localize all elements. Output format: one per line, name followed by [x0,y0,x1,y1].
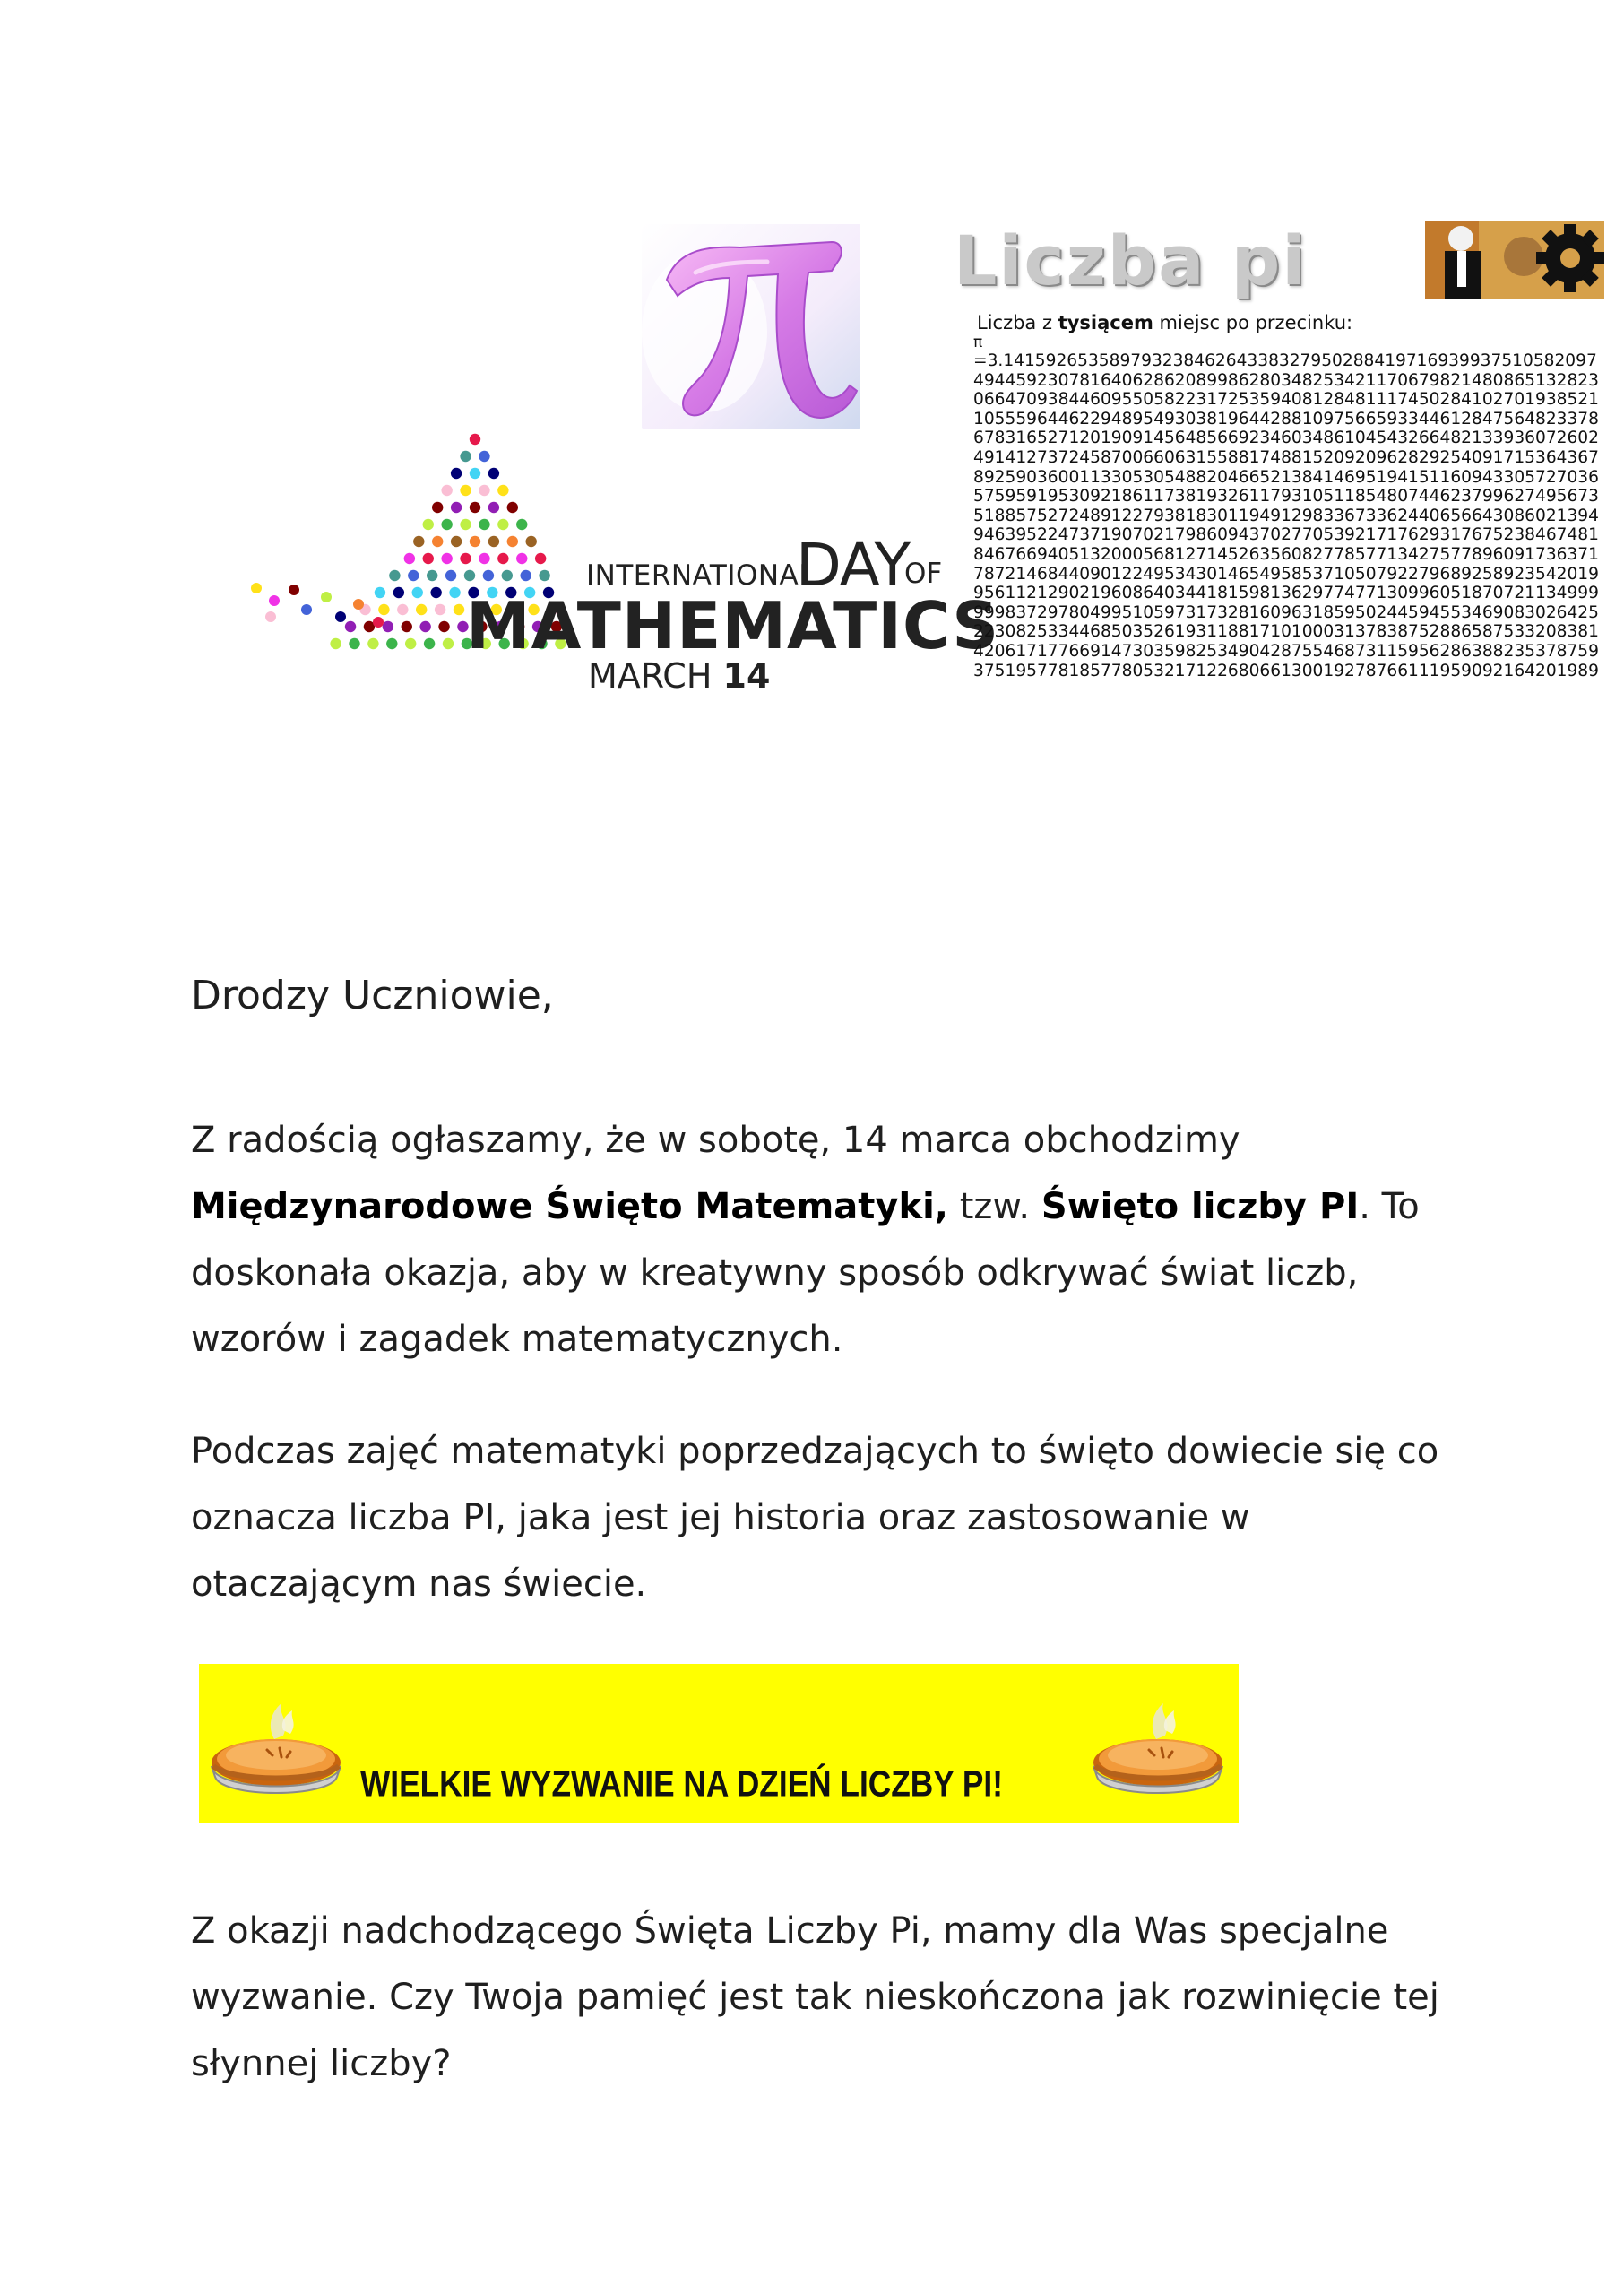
logo-dot [507,502,518,513]
logo-march: MARCH [588,656,713,696]
p1-text-c: tzw. [947,1186,1041,1227]
p1-bold-holiday: Międzynarodowe Święto Matematyki, [191,1186,948,1227]
logo-dot [470,502,480,513]
p1-text-e: . To doskonała okazja, aby w kreatywny sposób odkrywać świat liczb, wzorów i zagadek matematycznych. [191,1186,1420,1360]
logo-of: OF [904,558,943,590]
logo-dot [301,604,312,615]
logo-dot [383,621,393,632]
logo-day-number: 14 [722,656,771,696]
logo-dot [460,519,471,530]
paragraph-announcement [191,1107,1446,1373]
logo-dot [470,434,480,445]
logo-dot [454,604,464,615]
gear-teacher-icon [1425,221,1604,299]
idm-logo [244,430,1000,696]
pi-desc-prefix: Liczba z [977,312,1058,333]
logo-dot [432,502,443,513]
pi-desc-bold: tysiącem [1058,312,1153,333]
logo-dot [488,536,499,547]
greeting: Drodzy Uczniowie, [191,973,554,1018]
logo-dot [269,595,280,606]
logo-dot [445,570,456,581]
logo-dot [265,611,276,622]
logo-dot [483,570,494,581]
paragraph-lessons: Podczas zajęć matematyki poprzedzających to święto dowiecie się co oznacza liczba PI, jaka jest jej historia oraz zastosowanie w otaczającym nas świecie. [191,1431,1439,1605]
logo-date [588,656,770,696]
logo-dot [335,611,346,622]
logo-dot [460,553,471,564]
logo-dot [389,570,400,581]
logo-dot [479,451,489,462]
logo-dot [488,468,499,479]
logo-dot [507,536,518,547]
logo-dot [502,570,513,581]
logo-dot [449,587,460,598]
logo-dot [397,604,408,615]
logo-dot [373,617,384,628]
pi-digits-block [973,333,1604,680]
logo-dot [378,604,389,615]
logo-dot [516,553,527,564]
logo-dot [470,536,480,547]
logo-dot [408,570,419,581]
logo-dot [438,621,449,632]
paragraph-challenge: Z okazji nadchodzącego Święta Liczby Pi, mamy dla Was specjalne wyzwanie. Czy Twoja pamięć jest tak nieskończona jak rozwinięcie tej słynnej liczby? [191,1910,1439,2084]
logo-dot [419,621,430,632]
logo-dot [251,583,262,593]
logo-dot [521,570,531,581]
logo-dot [497,519,508,530]
logo-dot [424,638,435,649]
pi-desc-suffix: miejsc po przecinku: [1153,312,1353,333]
logo-dot [516,519,527,530]
logo-dot [488,502,499,513]
logo-dot [479,553,489,564]
logo-dot [413,536,424,547]
logo-dot [423,553,434,564]
logo-dot [435,604,445,615]
logo-international: INTERNATIONAL [586,559,816,592]
pie-icon [204,1676,348,1811]
logo-dot [539,570,549,581]
logo-dot [427,570,437,581]
logo-dot [464,570,475,581]
logo-dot [405,638,416,649]
challenge-banner [199,1664,1239,1823]
logo-dot [416,604,427,615]
logo-dot [353,599,364,610]
logo-dot [451,536,462,547]
logo-dot [386,638,397,649]
logo-dot [451,468,462,479]
logo-dot [402,621,412,632]
pi-symbol-image [642,224,860,429]
logo-dot [451,502,462,513]
logo-dot [460,451,471,462]
logo-dot [460,485,471,496]
logo-dot [441,485,452,496]
logo-dot [497,485,508,496]
logo-dot [404,553,415,564]
logo-dot [443,638,454,649]
p1-text-a: Z radością ogłaszamy, że w sobotę, 14 marca obchodzimy [191,1120,1240,1161]
pi-symbol: π [973,333,983,351]
logo-dot [430,587,441,598]
logo-dot [367,638,378,649]
logo-dot [393,587,404,598]
logo-dot [479,485,489,496]
logo-dot [412,587,423,598]
logo-dot [432,536,443,547]
logo-dot [289,585,299,595]
p1-bold-pi-day: Święto liczby PI [1041,1186,1360,1227]
logo-mathematics: MATHEMATICS [466,588,1000,663]
logo-dot [330,638,341,649]
liczba-pi-panel [952,219,1604,815]
liczba-pi-title: Liczba pi [954,221,1308,300]
logo-dot [535,553,546,564]
logo-dot [470,468,480,479]
pie-icon [1086,1676,1230,1811]
logo-dot [441,553,452,564]
banner-title: WIELKIE WYZWANIE NA DZIEŃ LICZBY PI! [360,1762,1003,1805]
logo-day: DAY [796,531,911,600]
logo-dot [423,519,434,530]
pi-description [977,312,1352,333]
logo-dot [321,592,332,602]
logo-dot [375,587,385,598]
pi-digits-text: =3.1415926535897932384626433832795028841971693993751058209749445923078164062862089986280348253421170679821480865132823066470938446095505822317253594081284811174502841027019385211055596446229489549303819644288109756659334461284756482337867831652712019091456485669234603486104543266482133936072602491412737245870066063155881748815209209628292540917153643678925903600113305305488204665213841469519415116094330572703657595919530921861173819326117931051185480744623799627495673518857527248912279381830119491298336733624406566430860213949463952247371907021798609437027705392171762931767523846748184676694051320005681271452635608277857713427577896091736371787214684409012249534301465495853710507922796892589235420199561121290219608640344181598136297747713099605187072113499999983729780499510597317328160963185950244594553469083026425223082533446850352619311881710100031378387528865875332083814206171776691473035982534904287554687311595628638823537875937519577818577805321712268066130019278766111959092164201989 [973,351,1599,680]
logo-dot [441,519,452,530]
logo-dot [497,553,508,564]
logo-dot [345,621,356,632]
logo-dot [526,536,537,547]
logo-dot [349,638,359,649]
logo-dot [479,519,489,530]
